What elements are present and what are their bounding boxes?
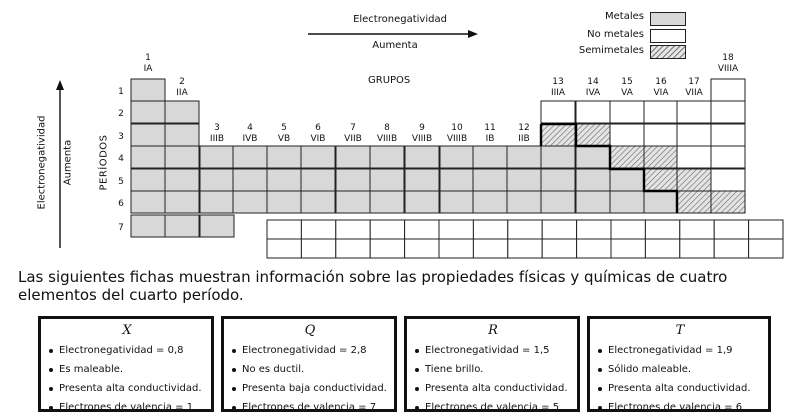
group-number: 8 <box>384 123 390 133</box>
card-line: Electrones de valencia = 5 <box>415 398 571 417</box>
f-block-cell <box>508 220 542 239</box>
element-cell <box>200 215 234 237</box>
element-cell <box>165 101 199 123</box>
element-cell <box>541 169 575 191</box>
group-roman-label: IIIA <box>550 88 566 98</box>
legend-label-nonmetal: No metales <box>587 29 644 40</box>
card-line: Tiene brillo. <box>415 360 571 379</box>
element-cell <box>131 146 165 168</box>
group-number: 7 <box>350 123 356 133</box>
group-number: 4 <box>247 123 253 133</box>
legend-label-metalloid: Semimetales <box>578 45 644 56</box>
element-cell <box>644 191 678 213</box>
element-cell <box>677 101 711 123</box>
element-cell <box>473 146 507 168</box>
f-block-cell <box>370 220 404 239</box>
f-block-cell <box>267 239 301 258</box>
group-number: 15 <box>621 77 633 87</box>
element-card-q <box>221 316 397 412</box>
card-line: Presenta baja conductividad. <box>232 379 388 398</box>
element-cell <box>644 169 678 191</box>
f-block-cell <box>714 220 748 239</box>
element-cell <box>131 215 165 237</box>
element-cell <box>301 191 335 213</box>
group-roman-label: IVA <box>585 88 601 98</box>
f-block-cell <box>301 220 335 239</box>
element-card-r <box>404 316 580 412</box>
periods-title: PERÍODOS <box>98 134 110 191</box>
card-line: Presenta alta conductividad. <box>598 379 762 398</box>
element-cell <box>200 146 234 168</box>
card-line: Es maleable. <box>49 360 205 379</box>
element-cell <box>440 146 474 168</box>
element-cell <box>711 191 745 213</box>
element-cell <box>165 191 199 213</box>
group-roman-label: VIA <box>653 88 669 98</box>
element-cell <box>677 124 711 146</box>
group-number: 5 <box>281 123 287 133</box>
element-cell <box>267 191 301 213</box>
f-block-cell <box>439 220 473 239</box>
element-cell <box>370 146 404 168</box>
intro-text: Las siguientes fichas muestran información sobre las propiedades físicas y químicas de cuatro elementos del cuarto período. <box>18 268 728 304</box>
group-roman-label: IIB <box>518 134 530 144</box>
element-cell <box>711 101 745 123</box>
element-cell <box>336 169 370 191</box>
card-line: Electronegatividad = 1,9 <box>598 341 762 360</box>
group-roman-label: VIB <box>310 134 326 144</box>
group-number: 12 <box>518 123 530 133</box>
period-label: 4 <box>118 154 124 164</box>
f-block-cell <box>336 239 370 258</box>
card-line: Sólido maleable. <box>598 360 762 379</box>
card-line: Electrones de valencia = 7 <box>232 398 388 417</box>
group-roman-label: IVB <box>242 134 258 144</box>
element-cell <box>541 124 575 146</box>
element-cell <box>576 169 610 191</box>
card-line: Electronegatividad = 0,8 <box>49 341 205 360</box>
side-axis-arrow-label: Aumenta <box>62 139 74 186</box>
f-block-cell <box>405 220 439 239</box>
element-cell <box>644 101 678 123</box>
card-line: Electronegatividad = 2,8 <box>232 341 388 360</box>
group-roman-label: IA <box>143 64 153 74</box>
legend-label-metal: Metales <box>605 11 644 22</box>
element-cell <box>440 169 474 191</box>
group-number: 18 <box>722 53 734 63</box>
element-cell <box>576 191 610 213</box>
card-line: Presenta alta conductividad. <box>415 379 571 398</box>
element-cell <box>711 146 745 168</box>
group-roman-label: VIIA <box>685 88 703 98</box>
element-cell <box>131 191 165 213</box>
card-title: R <box>488 323 498 338</box>
element-cell <box>677 146 711 168</box>
period-label: 2 <box>118 109 124 119</box>
f-block-cell <box>267 220 301 239</box>
group-roman-label: VB <box>277 134 291 144</box>
card-title: T <box>675 323 685 338</box>
element-cell <box>405 191 439 213</box>
element-cell <box>610 169 644 191</box>
group-number: 11 <box>484 123 496 133</box>
element-cell <box>165 124 199 146</box>
card-title: X <box>122 323 132 338</box>
element-cell <box>473 191 507 213</box>
card-line: Presenta alta conductividad. <box>49 379 205 398</box>
element-cell <box>267 146 301 168</box>
card-line: Electronegatividad = 1,5 <box>415 341 571 360</box>
element-cell <box>644 146 678 168</box>
element-cell <box>131 101 165 123</box>
f-block-cell <box>370 239 404 258</box>
element-cell <box>370 169 404 191</box>
period-label: 5 <box>118 177 124 187</box>
period-label: 7 <box>118 223 124 233</box>
f-block-cell <box>680 220 714 239</box>
f-block-cell <box>611 239 645 258</box>
element-cell <box>711 169 745 191</box>
f-block-cell <box>645 220 679 239</box>
group-number: 10 <box>451 123 463 133</box>
group-number: 2 <box>179 77 185 87</box>
element-cell <box>576 146 610 168</box>
element-cell <box>541 191 575 213</box>
group-number: 9 <box>419 123 425 133</box>
element-cell <box>301 169 335 191</box>
groups-title: GRUPOS <box>368 75 411 86</box>
card-line: Electrones de valencia = 1 <box>49 398 205 417</box>
f-block-cell <box>749 239 783 258</box>
element-cell <box>541 146 575 168</box>
period-label: 6 <box>118 199 124 209</box>
f-block-cell <box>473 239 507 258</box>
element-cell <box>301 146 335 168</box>
group-roman-label: VIIIB <box>376 134 398 144</box>
period-label: 1 <box>118 87 124 97</box>
element-cell <box>576 101 610 123</box>
card-line: No es ductil. <box>232 360 388 379</box>
f-block-cell <box>336 220 370 239</box>
group-roman-label: VIIIB <box>411 134 433 144</box>
element-cell <box>336 146 370 168</box>
element-cell <box>711 124 745 146</box>
f-block-cell <box>645 239 679 258</box>
f-block-cell <box>577 239 611 258</box>
f-block-cell <box>439 239 473 258</box>
element-cell <box>370 191 404 213</box>
element-cell <box>677 169 711 191</box>
group-roman-label: VIIIB <box>446 134 468 144</box>
f-block-cell <box>542 239 576 258</box>
element-cell <box>440 191 474 213</box>
element-cell <box>610 124 644 146</box>
top-axis-title: Electronegatividad <box>353 14 447 25</box>
element-cell <box>711 79 745 101</box>
side-axis-title: Electronegatividad <box>36 115 48 210</box>
element-cell <box>507 169 541 191</box>
element-cell <box>610 191 644 213</box>
period-label: 3 <box>118 132 124 142</box>
f-block-cell <box>405 239 439 258</box>
element-card-t <box>587 316 771 412</box>
top-axis-arrow-label: Aumenta <box>372 40 418 51</box>
element-cell <box>233 191 267 213</box>
f-block-cell <box>577 220 611 239</box>
element-cell <box>541 101 575 123</box>
element-cell <box>131 79 165 101</box>
group-number: 13 <box>552 77 564 87</box>
group-number: 14 <box>587 77 599 87</box>
f-block-cell <box>301 239 335 258</box>
group-roman-label: VA <box>621 88 633 98</box>
group-number: 6 <box>315 123 321 133</box>
f-block-cell <box>749 220 783 239</box>
element-card-x <box>38 316 214 412</box>
element-cell <box>576 124 610 146</box>
f-block-cell <box>473 220 507 239</box>
element-cell <box>610 146 644 168</box>
element-cell <box>131 124 165 146</box>
f-block-cell <box>714 239 748 258</box>
element-cell <box>610 101 644 123</box>
group-roman-label: IIA <box>176 88 188 98</box>
element-cell <box>200 191 234 213</box>
element-cell <box>165 146 199 168</box>
f-block-cell <box>542 220 576 239</box>
card-line: Electrones de valencia = 6 <box>598 398 762 417</box>
element-cell <box>200 169 234 191</box>
element-cell <box>267 169 301 191</box>
group-number: 17 <box>688 77 700 87</box>
element-cell <box>233 169 267 191</box>
card-title: Q <box>304 323 316 338</box>
group-number: 1 <box>145 53 151 63</box>
element-cell <box>233 146 267 168</box>
element-cell <box>165 215 199 237</box>
element-cell <box>507 191 541 213</box>
group-number: 16 <box>655 77 667 87</box>
element-cell <box>644 124 678 146</box>
element-cell <box>405 169 439 191</box>
group-roman-label: IB <box>485 134 495 144</box>
element-cell <box>507 146 541 168</box>
element-cell <box>131 169 165 191</box>
group-roman-label: VIIB <box>344 134 362 144</box>
group-roman-label: IIIB <box>209 134 225 144</box>
element-cell <box>677 191 711 213</box>
f-block-cell <box>508 239 542 258</box>
element-cell <box>473 169 507 191</box>
element-cell <box>165 169 199 191</box>
f-block-cell <box>611 220 645 239</box>
element-cell <box>405 146 439 168</box>
element-cell <box>336 191 370 213</box>
group-roman-label: VIIIA <box>717 64 739 74</box>
group-number: 3 <box>214 123 220 133</box>
f-block-cell <box>680 239 714 258</box>
